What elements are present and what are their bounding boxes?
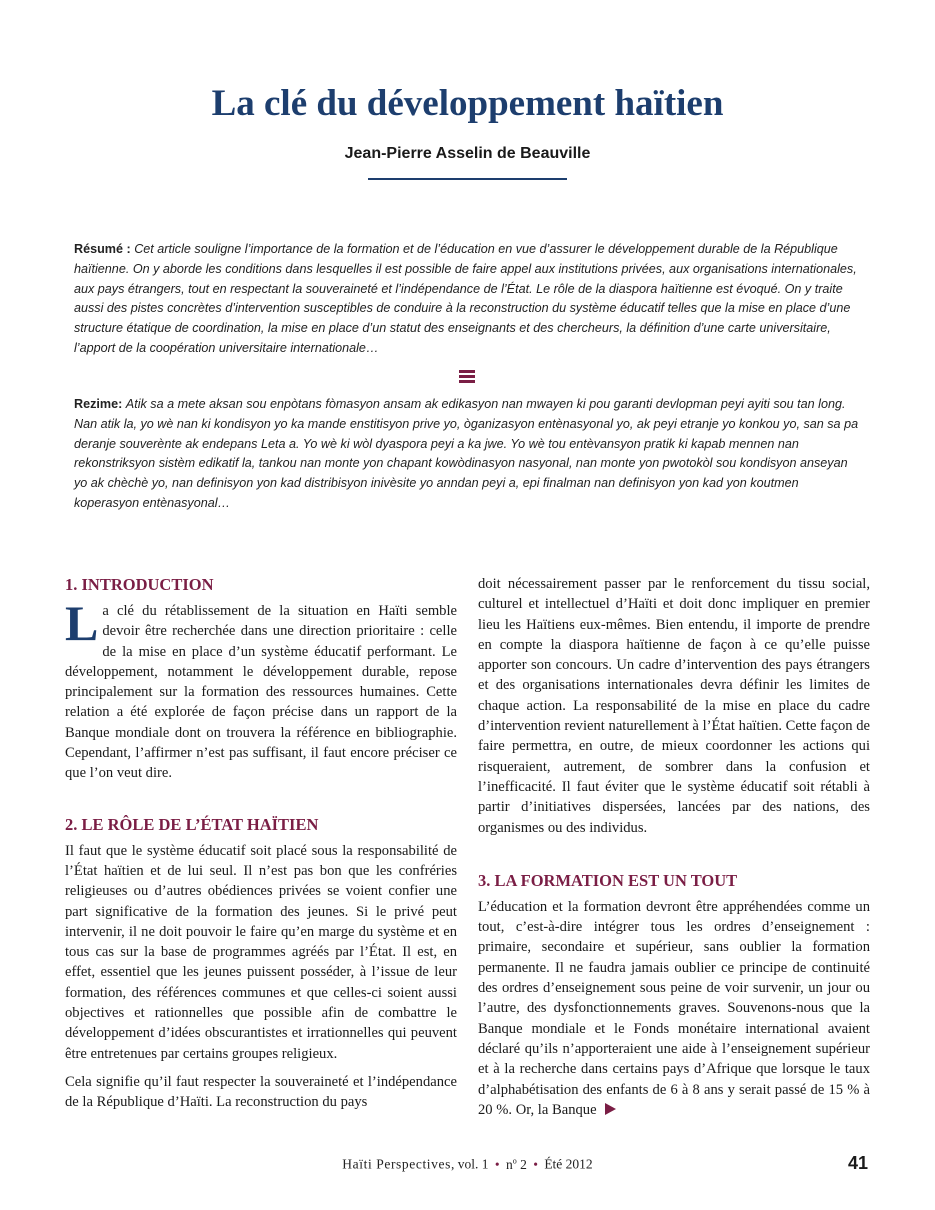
introduction-paragraph — [65, 595, 457, 784]
role-etat-paragraph-1: Il faut que le système éducatif soit placé sous la responsabilité de l’État haïtien et de lui seul. Il n’est pas bon que les confréries religieuses ou d’autres obédiences privées se voient confier une part significative de la formation des jeunes. Si le privé peut intervenir, il ne doit pouvoir le faire qu’en marge du système et en tous cas sur la base de programmes agréés par l’État. Il est, en effet, essentiel que les jeunes puissent posséder, à l’issue de leur formation, des références communes et que celles-ci soient aussi objectives et rationnelles que possible afin de combattre le développement d’idées obscurantistes et irrationnelles qui peuvent être entretenues par certains groupes religieux. — [65, 842, 457, 1062]
drop-cap: L — [65, 595, 99, 651]
section-heading-role-etat: 2. LE RÔLE DE L’ÉTAT HAÏTIEN — [65, 814, 319, 834]
title-divider — [368, 178, 567, 180]
abstract-creole-label: Rezime: — [74, 397, 123, 411]
issue-number: 2 — [516, 1156, 527, 1172]
journal-name: Haïti Perspectives — [342, 1156, 451, 1172]
role-etat-paragraph-2: Cela signifie qu’il faut respecter la souveraineté et l’indépendance de la République d’Haïti. La reconstruction du pays — [65, 1073, 457, 1111]
triangle-right-icon — [605, 1103, 616, 1115]
page-number: 41 — [847, 1153, 868, 1173]
formation-text: L’éducation et la formation devront être appréhendées comme un tout, c’est-à-dire intégrer tous les ordres d’enseignement : primaire, secondaire et supérieur, sans oublier la formation permanente. Il ne faudra jamais oublier ce principe de continuité des ordres d’enseignement sous peine de voir survenir, un jour ou l’autre, des dysfonctionnements graves. Souvenons-nous que la Banque mondiale et le Fonds monétaire international avaient déclaré qu’ils n’apporteraient une aide à l’enseignement supérieur et à la recherche dans certains pays d’Afrique que lorsque le taux d’alphabétisation des enfants de 6 à 8 ans y serait passé de 15 % à 20 %. Or, la Banque — [478, 898, 870, 1118]
left-column — [65, 574, 457, 1121]
role-etat-paragraph-2-continued: doit nécessairement passer par le renforcement du tissu social, culturel et intellectuel d’Haïti et doit donc impliquer en premier lieu les Haïtiens eux-mêmes. Bien entendu, il importe de prendre en compte la diaspora haïtienne de façon à ce qu’elle puisse apporter son concours. Un cadre d’intervention des pays étrangers et des organisations internationales devra définir les limites de chaque action. La responsabilité de la mise en place du cadre d’intervention revient naturellement à l’État haïtien. Cette façon de faire permettra, en outre, de mieux coordonner les actions qui risqueraient, autrement, de sombrer dans la confusion et l’inefficacité. Il faut éviter que le système éducatif soit rétabli à partir d’initiatives dispersées, lancées par des nations, des organismes ou des individus. — [478, 576, 870, 836]
right-column — [478, 574, 870, 1128]
journal-issue — [506, 1157, 527, 1172]
footer-bullet: • — [494, 1156, 500, 1172]
footer-bullet: • — [533, 1156, 538, 1172]
abstract-creole — [74, 395, 864, 514]
page-footer — [0, 1156, 935, 1173]
triple-bar-separator-icon — [459, 370, 475, 384]
issue-superscript: o — [512, 1156, 517, 1165]
article-title: La clé du développement haïtien — [211, 83, 724, 124]
section-heading-formation: 3. LA FORMATION EST UN TOUT — [478, 870, 738, 890]
introduction-text: a clé du rétablissement de la situation en Haïti semble devoir être recherchée dans une direction prioritaire : celle de la mise en place d’un système éducatif performant. Le développement, notamment le développement durable, repose principalement sur la formation des ressources humaines. Cette relation a été explorée de façon précise dans un rapport de la Banque mondiale dont on trouvera la référence en bibliographie. Cependant, l’affirmer n’est pas suffisant, il faut encore préciser ce que l’on veut dire. — [65, 603, 457, 782]
abstract-french-label: Résumé : — [74, 242, 131, 256]
abstract-french-text: Cet article souligne l’importance de la formation et de l’éducation en vue d’assurer le développement durable de la République haïtienne. On y aborde les conditions dans lesquelles il est possible de faire appel aux institutions privées, aux organisations internationales, aux pays étrangers, tout en respectant la souveraineté et l’indépendance de l’État. Le rôle de la diaspora haïtienne est évoqué. On y traite aussi des pistes concrètes d’intervention susceptibles de conduire à la reconstruction du système éducatif telles que la mise en place d’une structure étatique de coordination, la mise en place d’un statut des enseignants et des chercheurs, la définition d’une carte universitaire, l’apport de la coopération universitaire internationale… — [74, 242, 857, 355]
journal-volume: , vol. 1 — [450, 1156, 489, 1172]
abstract-french — [74, 240, 864, 359]
issue-prefix: n — [505, 1156, 513, 1172]
section-heading-introduction: 1. INTRODUCTION — [65, 575, 214, 594]
journal-season: Été 2012 — [544, 1156, 593, 1172]
formation-paragraph — [478, 897, 870, 1120]
author-name: Jean-Pierre Asselin de Beauville — [344, 145, 591, 162]
abstract-creole-text: Atik sa a mete aksan sou enpòtans fòmasyon ansam ak edikasyon nan mwayen ki pou garanti devlopman peyi ayiti sou tan long. Nan atik la, yo wè nan ki kondisyon yo ka mande enstitisyon prive yo, òganizasyon entènasyonal yo, ak peyi etranje yo konkou yo, san sa pa deranje souverènte ak endepans Leta a. Yo wè ki wòl dyaspora peyi a ka jwe. Yo wè tou entèvansyon pratik ki kapab mennen nan rekonstriksyon sistèm edikatif la, tankou nan monte yon chapant kowòdinasyon nasyonal, nan monte yon pwotokòl sou kondisyon anseyan yo ak chèchè yo, nan definisyon yon kad distribisyon inivèsite yo anndan peyi a, epi finalman nan definisyon yon kad yon koutmen koperasyon entènasyonal… — [74, 397, 859, 510]
